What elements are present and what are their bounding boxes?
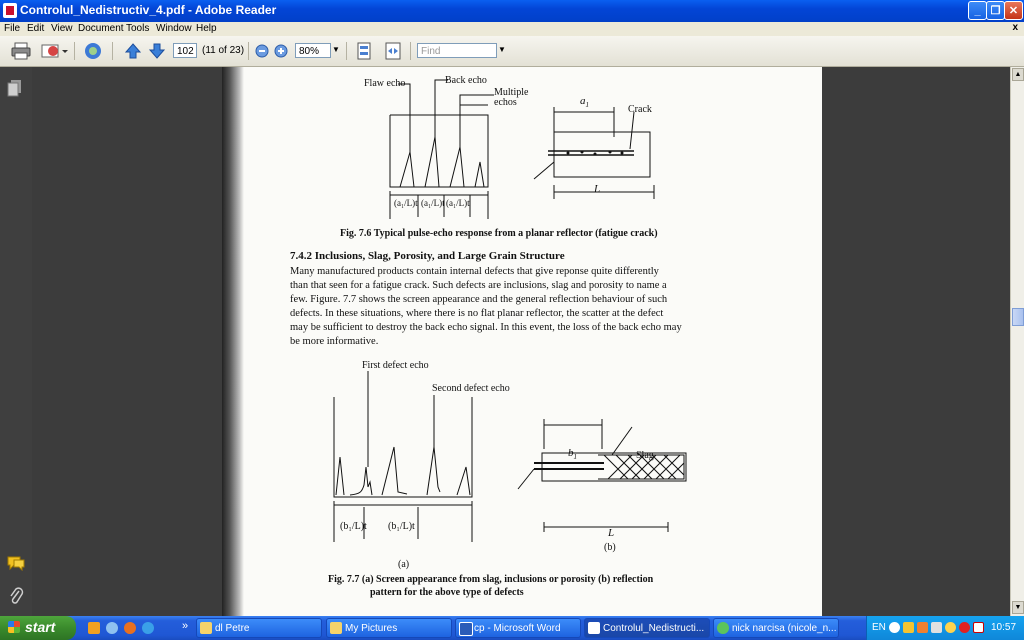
caption-fig-7-6: Fig. 7.6 Typical pulse-echo response from a planar reflector (fatigue crack) — [340, 228, 658, 239]
comments-icon[interactable] — [6, 555, 26, 571]
figure-7-7 — [222, 357, 822, 567]
pages-panel-icon[interactable] — [7, 79, 23, 97]
print-icon[interactable] — [10, 42, 32, 60]
paragraph-line: defects. In these situations, where there is no flat planar reflector, the scatter at the defect — [290, 308, 664, 319]
tray-app-icon[interactable] — [917, 622, 928, 633]
menu-bar — [0, 22, 1024, 36]
body-paragraph — [290, 265, 735, 349]
label-L-crack: L — [594, 183, 601, 195]
menu-edit[interactable]: Edit — [27, 23, 45, 34]
task-messenger[interactable]: nick narcisa (nicole_n... — [713, 618, 839, 638]
label-b1: $b_1$ — [568, 447, 577, 462]
zoom-in-icon[interactable] — [274, 42, 288, 60]
adobe-reader-icon — [3, 3, 17, 18]
windows-logo-icon — [8, 621, 20, 633]
minimize-button[interactable]: _ — [968, 1, 987, 20]
close-document-icon[interactable]: x — [1012, 22, 1018, 33]
scroll-down-icon[interactable]: ▼ — [1012, 601, 1024, 614]
section-heading: 7.4.2 Inclusions, Slag, Porosity, and Large Grain Structure — [290, 250, 565, 262]
folder-icon — [200, 622, 212, 634]
page-number-input[interactable]: 102 — [173, 43, 197, 58]
paragraph-line: Many manufactured products contain internal defects that give reponse quite differently — [290, 266, 659, 277]
task-dl-petre[interactable]: dl Petre — [196, 618, 322, 638]
label-b1-over-L-2: (b₁/L)t — [388, 521, 415, 532]
find-input[interactable]: Find — [417, 43, 497, 58]
tray-arrow-icon[interactable] — [889, 622, 900, 633]
language-indicator[interactable]: EN — [872, 622, 886, 633]
next-page-icon[interactable] — [148, 42, 166, 60]
tray-messenger-icon[interactable] — [903, 622, 914, 633]
label-b: (b) — [604, 542, 616, 553]
start-button[interactable] — [0, 616, 76, 640]
start-label: start — [25, 619, 56, 635]
zoom-select[interactable]: 80% — [295, 43, 331, 58]
tray-smiley-icon[interactable] — [945, 622, 956, 633]
tray-antivirus-icon[interactable] — [959, 622, 970, 633]
firefox-icon[interactable] — [124, 622, 136, 634]
hand-tool-icon[interactable] — [82, 42, 104, 60]
task-microsoft-word[interactable]: cp - Microsoft Word — [455, 618, 581, 638]
vertical-scrollbar[interactable] — [1010, 67, 1024, 616]
menu-document[interactable]: Document — [78, 23, 124, 34]
label-second-defect-echo: Second defect echo — [432, 383, 510, 394]
menu-view[interactable]: View — [51, 23, 73, 34]
label-a: (a) — [398, 559, 410, 570]
label-L-slag: L — [608, 527, 615, 539]
paragraph-line: than that seen for a fatigue crack. Such defects are inclusions, slag and porosity to name a — [290, 280, 667, 291]
window-title: Controlul_Nedistructiv_4.pdf - Adobe Reader — [20, 3, 277, 17]
label-first-defect-echo: First defect echo — [362, 360, 429, 371]
find-options-chevron-icon[interactable]: ▼ — [498, 45, 506, 54]
label-echos: echos — [494, 97, 517, 108]
navigation-sidebar — [0, 67, 32, 616]
label-a1: $a_1$ — [580, 95, 589, 110]
caption-fig-7-7-line2: pattern for the above type of defects — [370, 587, 524, 598]
page-count: (11 of 23) — [202, 45, 245, 56]
paragraph-line: few. Figure. 7.7 shows the screen appearance and the general reflection behaviour of such — [290, 294, 668, 305]
caption-fig-7-7-line1: Fig. 7.7 (a) Screen appearance from slag, inclusions or porosity (b) reflection — [328, 574, 654, 585]
menu-tools[interactable]: Tools — [126, 23, 150, 34]
tray-volume-icon[interactable] — [973, 622, 984, 633]
label-slag: Slag — [636, 450, 654, 461]
tray-network-icon[interactable] — [931, 622, 942, 633]
adobe-reader-icon — [588, 622, 600, 634]
label-multiple: Multiple — [494, 87, 529, 98]
system-tray — [866, 616, 1024, 640]
paragraph-line: be more informative. — [290, 336, 379, 347]
word-icon — [459, 622, 473, 636]
label-b1-over-L-1: (b₁/L)t — [340, 521, 367, 532]
clock: 10:57 — [991, 622, 1017, 633]
label-back-echo: Back echo — [445, 75, 487, 86]
taskbar — [0, 616, 1024, 640]
email-icon[interactable] — [40, 42, 68, 60]
scroll-up-icon[interactable]: ▲ — [1012, 68, 1024, 81]
folder-icon — [330, 622, 342, 634]
scroll-thumb[interactable] — [1012, 308, 1024, 326]
menu-help[interactable]: Help — [196, 23, 217, 34]
quicklaunch-chevron-icon[interactable]: » — [182, 620, 189, 632]
label-a1-over-L-2: (a₁/L)t — [421, 198, 445, 208]
pdf-page — [222, 67, 822, 616]
attachments-icon[interactable] — [8, 587, 24, 605]
quicklaunch-browser-icon[interactable] — [106, 622, 118, 634]
label-a1-over-L-3: (a₁/L)t — [446, 198, 470, 208]
fit-page-icon[interactable] — [356, 42, 372, 60]
label-a1-over-L-1: (a₁/L)t — [394, 198, 418, 208]
previous-page-icon[interactable] — [124, 42, 142, 60]
messenger-icon — [717, 622, 729, 634]
paragraph-line: may be sufficient to destroy the back echo signal. In this event, the loss of the back echo may — [290, 322, 682, 333]
label-flaw-echo: Flaw echo — [364, 78, 406, 89]
chevron-down-icon[interactable]: ▼ — [332, 45, 340, 54]
close-button[interactable]: ✕ — [1004, 1, 1023, 20]
document-view[interactable] — [32, 67, 1010, 616]
fit-width-icon[interactable] — [384, 42, 402, 60]
quicklaunch-icon[interactable] — [88, 622, 100, 634]
maximize-button[interactable]: ❐ — [986, 1, 1005, 20]
title-bar — [0, 0, 1024, 22]
menu-window[interactable]: Window — [156, 23, 192, 34]
label-crack: Crack — [628, 104, 652, 115]
internet-explorer-icon[interactable] — [142, 622, 154, 634]
menu-file[interactable]: File — [4, 23, 21, 34]
task-my-pictures[interactable]: My Pictures — [326, 618, 452, 638]
toolbar — [0, 36, 1024, 67]
zoom-out-icon[interactable] — [255, 42, 269, 60]
task-adobe-reader[interactable]: Controlul_Nedistructi... — [584, 618, 710, 638]
